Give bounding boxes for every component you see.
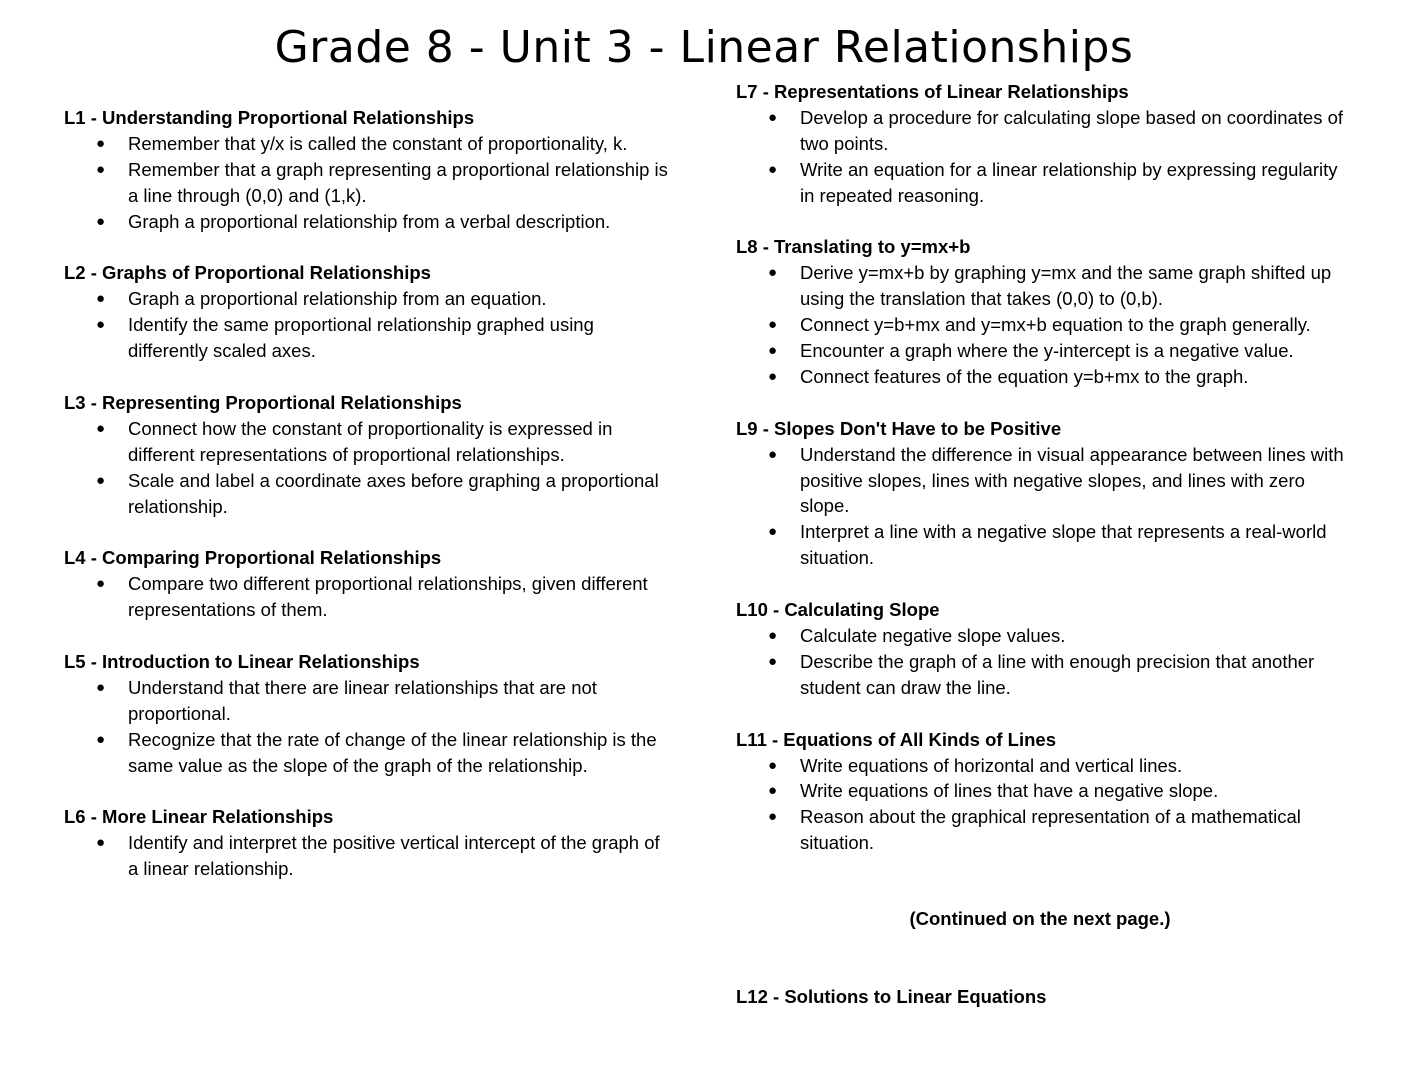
objective-item xyxy=(736,519,1356,571)
objective-text: Remember that a graph representing a proportional relationship is a line through (0,0) and (1,k). xyxy=(128,158,668,206)
objective-item xyxy=(64,468,674,520)
lesson-section xyxy=(736,416,1356,571)
bullet-icon: ● xyxy=(96,419,106,437)
bullet-icon: ● xyxy=(768,652,778,670)
objective-item xyxy=(736,338,1356,364)
bullet-icon: ● xyxy=(768,808,778,826)
objective-text: Write an equation for a linear relationship by expressing regularity in repeated reasoning. xyxy=(800,158,1338,206)
objective-list xyxy=(64,416,674,520)
lesson-section xyxy=(736,79,1356,209)
section-heading: L7 - Representations of Linear Relationships xyxy=(736,81,1129,102)
lesson-section xyxy=(64,105,674,235)
lesson-section xyxy=(736,234,1356,389)
objective-text: Write equations of lines that have a negative slope. xyxy=(800,780,1219,802)
objective-list xyxy=(64,131,674,235)
objective-text: Graph a proportional relationship from a verbal description. xyxy=(128,210,611,232)
section-heading: L3 - Representing Proportional Relationships xyxy=(64,391,462,413)
section-heading: L9 - Slopes Don't Have to be Positive xyxy=(736,417,1062,439)
objective-item xyxy=(736,105,1356,157)
right-column xyxy=(736,79,1356,882)
bullet-icon: ● xyxy=(768,626,778,644)
objective-item xyxy=(736,623,1356,649)
objective-list xyxy=(64,286,674,364)
objective-item xyxy=(736,157,1356,209)
lesson-section xyxy=(64,804,674,882)
objective-text: Remember that y/x is called the constant of proportionality, k. xyxy=(128,132,628,154)
bullet-icon: ● xyxy=(96,134,106,152)
bullet-icon: ● xyxy=(768,108,778,126)
objective-text: Graph a proportional relationship from an equation. xyxy=(128,288,547,310)
objective-list xyxy=(64,830,674,882)
bullet-icon: ● xyxy=(96,290,106,308)
bullet-icon: ● xyxy=(768,316,778,334)
page-title: Grade 8 - Unit 3 - Linear Relationships xyxy=(274,22,1134,73)
objective-item xyxy=(736,442,1356,520)
bullet-icon: ● xyxy=(768,756,778,774)
objective-text: Understand that there are linear relationships that are not proportional. xyxy=(128,676,597,724)
section-heading: L1 - Understanding Proportional Relationships xyxy=(64,107,475,128)
objective-text: Connect how the constant of proportionality is expressed in different representations of proportional relationships. xyxy=(128,417,613,465)
bullet-icon: ● xyxy=(96,730,106,748)
bullet-icon: ● xyxy=(96,316,106,334)
objective-text: Write equations of horizontal and vertical lines. xyxy=(800,754,1183,776)
bullet-icon: ● xyxy=(768,523,778,541)
bullet-icon: ● xyxy=(96,575,106,593)
left-column xyxy=(64,105,674,908)
objective-text: Identify the same proportional relationship graphed using differently scaled axes. xyxy=(128,314,594,362)
objective-list xyxy=(736,753,1356,857)
section-heading: L11 - Equations of All Kinds of Lines xyxy=(736,728,1057,750)
bullet-icon: ● xyxy=(96,471,106,489)
objective-item xyxy=(64,209,674,235)
bullet-icon: ● xyxy=(768,264,778,282)
bullet-icon: ● xyxy=(768,367,778,385)
objective-text: Understand the difference in visual appearance between lines with positive slopes, lines with negative slopes, and lines with zero slope. xyxy=(800,443,1344,517)
objective-text: Scale and label a coordinate axes before graphing a proportional relationship. xyxy=(128,469,659,517)
lesson-section xyxy=(64,649,674,779)
section-heading: L4 - Comparing Proportional Relationships xyxy=(64,547,442,569)
bullet-icon: ● xyxy=(768,160,778,178)
objective-item xyxy=(64,675,674,727)
objective-text: Compare two different proportional relationships, given different representations of them. xyxy=(128,573,648,621)
bullet-icon: ● xyxy=(768,782,778,800)
section-heading: L8 - Translating to y=mx+b xyxy=(736,236,971,258)
section-heading: L10 - Calculating Slope xyxy=(736,599,940,621)
objective-text: Encounter a graph where the y-intercept is a negative value. xyxy=(800,340,1294,362)
objective-item xyxy=(736,804,1356,856)
objective-item xyxy=(736,753,1356,779)
objective-text: Reason about the graphical representation of a mathematical situation. xyxy=(800,806,1301,854)
objective-list xyxy=(736,105,1356,209)
objective-list xyxy=(736,442,1356,572)
bullet-icon: ● xyxy=(96,678,106,696)
objective-text: Connect y=b+mx and y=mx+b equation to the graph generally. xyxy=(800,314,1311,336)
objective-item xyxy=(64,286,674,312)
objective-text: Describe the graph of a line with enough precision that another student can draw the line. xyxy=(800,650,1315,698)
bullet-icon: ● xyxy=(768,342,778,360)
objective-text: Identify and interpret the positive vertical intercept of the graph of a linear relationship. xyxy=(128,832,660,880)
bullet-icon: ● xyxy=(96,212,106,230)
section-heading: L5 - Introduction to Linear Relationships xyxy=(64,650,420,672)
objective-item xyxy=(64,727,674,779)
section-heading: L6 - More Linear Relationships xyxy=(64,806,334,828)
objective-item xyxy=(736,364,1356,390)
objective-text: Connect features of the equation y=b+mx to the graph. xyxy=(800,365,1249,387)
objective-item xyxy=(736,649,1356,701)
objective-item xyxy=(64,416,674,468)
objective-text: Calculate negative slope values. xyxy=(800,624,1066,646)
lesson-section xyxy=(64,260,674,364)
lesson-section xyxy=(64,390,674,520)
objective-list xyxy=(736,260,1356,390)
objective-item xyxy=(736,312,1356,338)
objective-text: Recognize that the rate of change of the linear relationship is the same value as the slope of the graph of the relationship. xyxy=(128,728,657,776)
objective-list xyxy=(64,675,674,779)
objective-item xyxy=(64,312,674,364)
objective-item xyxy=(736,778,1356,804)
objective-item xyxy=(64,157,674,209)
objective-list xyxy=(736,623,1356,701)
lesson-section xyxy=(736,727,1356,857)
objective-list xyxy=(64,571,674,623)
objective-text: Interpret a line with a negative slope that represents a real-world situation. xyxy=(800,521,1327,569)
section-heading: L2 - Graphs of Proportional Relationships xyxy=(64,262,431,284)
bullet-icon: ● xyxy=(96,160,106,178)
objective-text: Develop a procedure for calculating slope based on coordinates of two points. xyxy=(800,106,1344,154)
objective-item xyxy=(64,830,674,882)
lesson-section xyxy=(736,597,1356,701)
bullet-icon: ● xyxy=(768,445,778,463)
objective-text: Derive y=mx+b by graphing y=mx and the same graph shifted up using the translation that takes (0,0) to (0,b). xyxy=(800,262,1332,310)
objective-item xyxy=(64,131,674,157)
section-heading-l12: L12 - Solutions to Linear Equations xyxy=(736,986,1047,1007)
continued-note: (Continued on the next page.) xyxy=(909,908,1171,929)
lesson-section xyxy=(64,545,674,623)
objective-item xyxy=(736,260,1356,312)
bullet-icon: ● xyxy=(96,834,106,852)
objective-item xyxy=(64,571,674,623)
